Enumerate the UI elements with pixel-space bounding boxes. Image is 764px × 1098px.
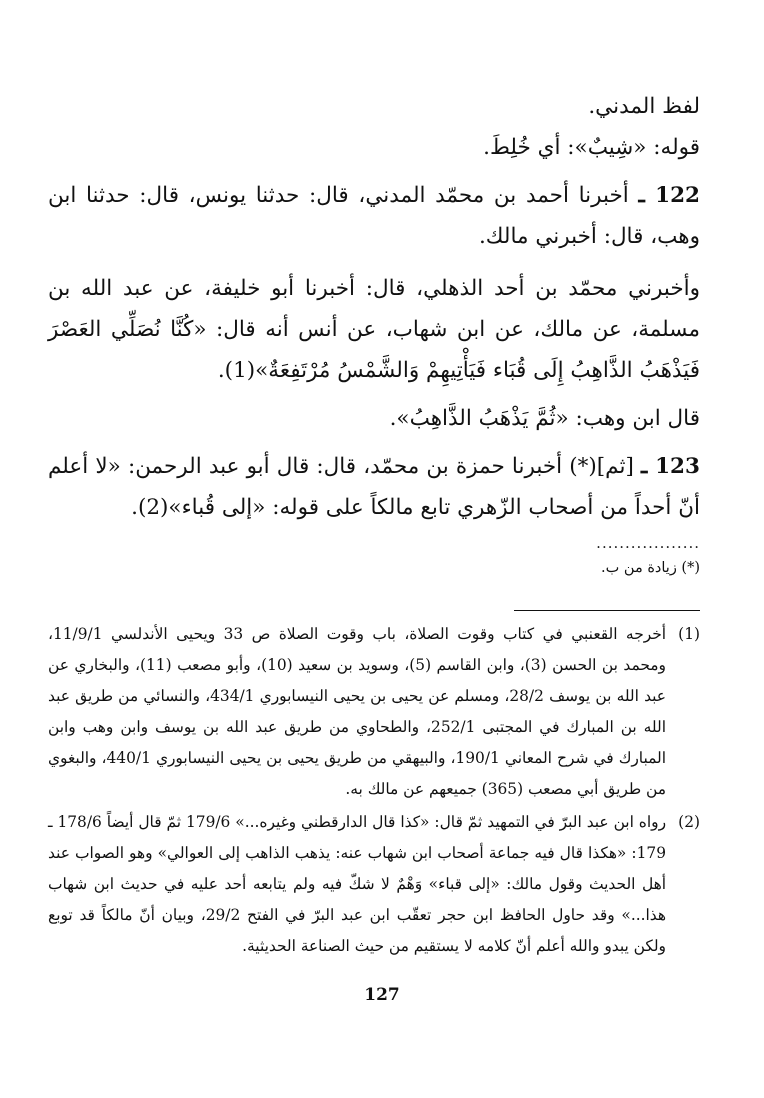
text-line-2: قوله: «شِيبٌ»: أي خُلِطَ.: [483, 135, 700, 160]
footnote-2: [48, 807, 700, 962]
dotted-separator: ..................: [596, 534, 700, 552]
footnote-number: (2): [678, 813, 700, 831]
footnote-number: (1): [678, 625, 700, 643]
footnote-1: [48, 619, 700, 805]
text-line-1: لفظ المدني.: [588, 94, 700, 119]
hadith-123: [48, 446, 700, 528]
variant-note: (*) زيادة من ب.: [601, 560, 700, 576]
page-body: [48, 86, 700, 964]
hadith-number-122: 122 ـ: [638, 183, 700, 208]
footnote-text: رواه ابن عبد البرّ في التمهيد ثمّ قال: «كذا قال الدارقطني وغيره...» 179/6 ثمّ قال أيضاً 178/6 ـ 179: «هكذا قال فيه جماعة أصحاب ابن شهاب عنه: يذهب الذاهب إلى العوالي» وهو الصواب عند أهل الحديث وقول مالك: «إلى قباء» وَهْمٌ لا شكّ فيه ولم يتابعه أحد عليه في حديث ابن شهاب هذا...» وقد حاول الحافظ ابن حجر تعقّب ابن عبد البرّ في الفتح 29/2، وبيان أنّ مالكاً قد توبع ولكن يبدو والله أعلم أنّ كلامه لا يستقيم من حيث الصناعة الحديثية.: [48, 813, 667, 955]
hadith-122-text: أخبرنا أحمد بن محمّد المدني، قال: حدثنا يونس، قال: حدثنا ابن وهب، قال: أخبرني مالك.: [48, 183, 700, 249]
paragraph-isnad: وأخبرني محمّد بن أحد الذهلي، قال: أخبرنا أبو خليفة، عن عبد الله بن مسلمة، عن مالك، عن ابن شهاب، عن أنس أنه قال: «كُنَّا نُصَلِّي العَصْرَ فَيَذْهَبُ الذَّاهِبُ إِلَى قُبَاء فَيَأْتِيهِمْ وَالشَّمْسُ مُرْتَفِعَةٌ»(1).: [48, 276, 700, 383]
paragraph-ibn-wahb: قال ابن وهب: «ثُمَّ يَذْهَبُ الذَّاهِبُ».: [389, 406, 700, 431]
page-number: 127: [364, 985, 400, 1005]
footnote-text: أخرجه القعنبي في كتاب وقوت الصلاة، باب وقوت الصلاة ص 33 ويحيى الأندلسي 11/9/1، ومحمد بن الحسن (3)، وابن القاسم (5)، وسويد بن سعيد (10)، وأبو مصعب (11)، والبخاري عن عبد الله بن يوسف 28/2، ومسلم عن يحيى بن يحيى النيسابوري 434/1، والنسائي من طريق عبد الله بن المبارك في المجتبى 252/1، والطحاوي من طريق عبد الله بن يوسف وابن وهب وابن المبارك في شرح المعاني 190/1، والبيهقي من طريق يحيى بن يحيى النيسابوري 440/1، والبغوي من طريق أبي مصعب (365) جميعهم عن مالك به.: [48, 625, 667, 798]
footnote-divider: [514, 610, 700, 611]
hadith-number-123: 123 ـ: [640, 454, 700, 479]
main-text: [48, 86, 700, 528]
footnotes: [48, 619, 700, 962]
hadith-122: [48, 175, 700, 257]
hadith-123-text: [ثم](*) أخبرنا حمزة بن محمّد، قال: قال أبو عبد الرحمن: «لا أعلم أنّ أحداً من أصحاب الزّهري تابع مالكاً على قوله: «إلى قُباء»(2).: [48, 454, 700, 520]
